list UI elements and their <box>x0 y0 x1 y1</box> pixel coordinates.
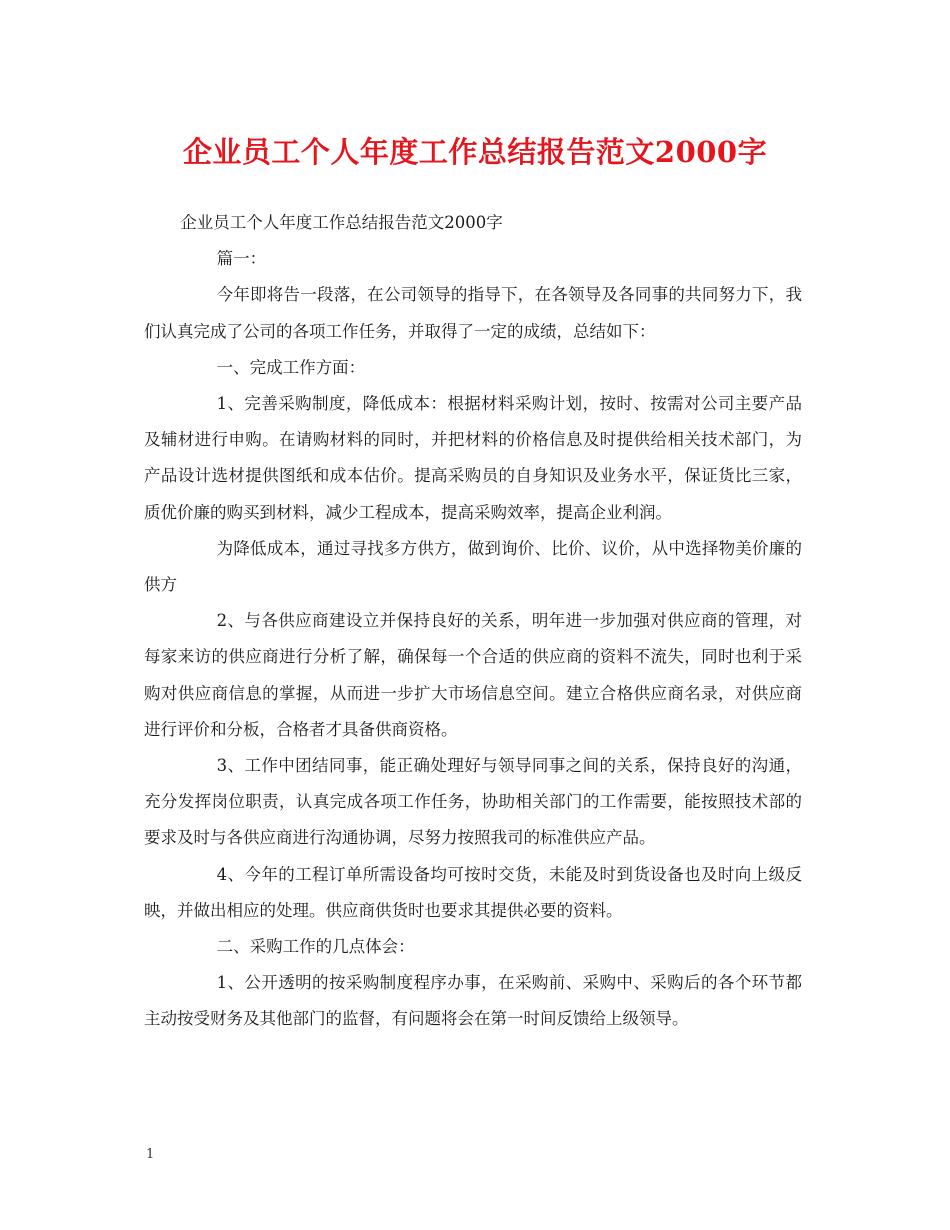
paragraph-item-2-1: 1、公开透明的按采购制度程序办事，在采购前、采购中、采购后的各个环节都主动按受财务及其他部门的监督，有问题将会在第一时间反馈给上级领导。 <box>144 973 802 1029</box>
paragraph-item-3: 3、工作中团结同事，能正确处理好与领导同事之间的关系，保持良好的沟通，充分发挥岗位职责，认真完成各项工作任务，协助相关部门的工作需要，能按照技术部的要求及时与各供应商进行沟通协调，尽努力按照我司的标准供应产品。 <box>144 756 802 848</box>
paragraph-item-1-note: 为降低成本，通过寻找多方供方，做到询价、比价、议价，从中选择物美价廉的供方 <box>144 538 802 595</box>
page-number: 1 <box>146 1147 155 1162</box>
document-body <box>144 205 802 1038</box>
paragraph-heading-2: 二、采购工作的几点体会： <box>216 937 415 957</box>
paragraph-intro: 今年即将告一段落，在公司领导的指导下，在各领导及各同事的共同努力下，我们认真完成了公司的各项工作任务，并取得了一定的成绩，总结如下： <box>144 285 802 341</box>
paragraph-item-1: 1、完善采购制度，降低成本：根据材料采购计划，按时、按需对公司主要产品及辅材进行申购。在请购材料的同时，并把材料的价格信息及时提供给相关技术部门，为产品设计选材提供图纸和成本估价。提高采购员的自身知识及业务水平，保证货比三家，质优价廉的购买到材料，减少工程成本，提高采购效率，提高企业利润。 <box>144 394 802 522</box>
paragraph-section-label: 篇一： <box>216 249 267 269</box>
paragraph-item-4: 4、今年的工程订单所需设备均可按时交货，未能及时到货设备也及时向上级反映，并做出相应的处理。供应商供货时也要求其提供必要的资料。 <box>144 864 802 920</box>
document-subtitle: 企业员工个人年度工作总结报告范文2000字 <box>180 213 503 232</box>
paragraph-heading-1: 一、完成工作方面： <box>216 357 366 377</box>
paragraph-item-2: 2、与各供应商建设立并保持良好的关系，明年进一步加强对供应商的管理，对每家来访的供应商进行分析了解，确保每一个合适的供应商的资料不流失，同时也利于采购对供应商信息的掌握，从而进一步扩大市场信息空间。建立合格供应商名录，对供应商进行评价和分板，合格者才具备供商资格。 <box>144 611 802 739</box>
document-title: 企业员工个人年度工作总结报告范文2000字 <box>182 135 768 169</box>
